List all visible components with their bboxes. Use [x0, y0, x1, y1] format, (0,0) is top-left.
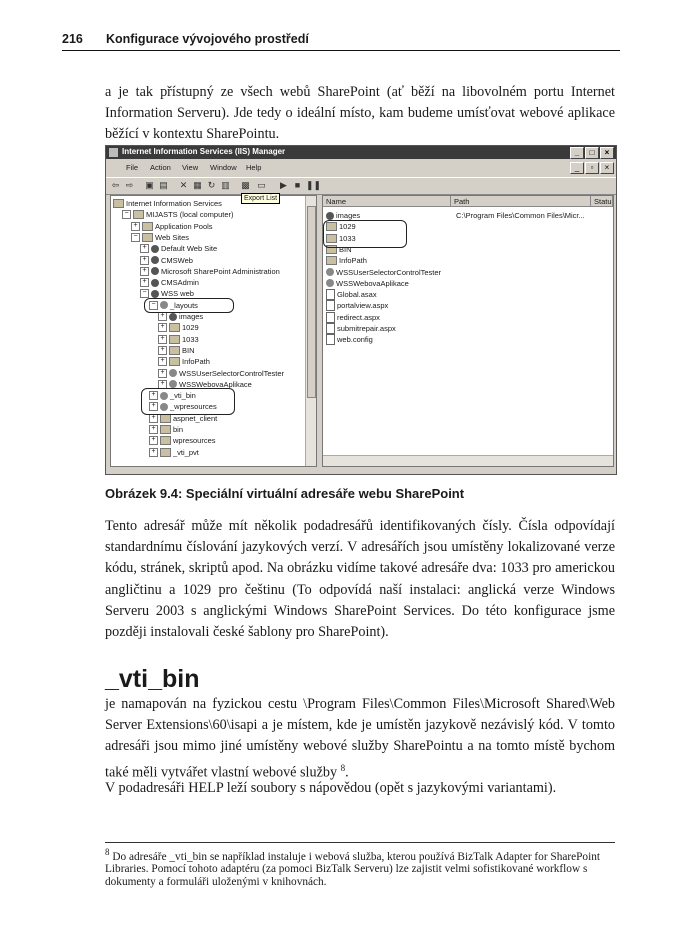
footnote-separator — [105, 842, 615, 843]
computer-icon[interactable]: ▭ — [257, 180, 266, 190]
tree-node[interactable] — [113, 198, 222, 209]
list-pane[interactable] — [322, 195, 614, 467]
highlight-vti-wpresources — [141, 388, 235, 415]
expand-toggle-icon[interactable]: + — [158, 380, 167, 389]
list-item-name: InfoPath — [339, 256, 367, 266]
server-icon — [113, 199, 124, 208]
expand-toggle-icon[interactable]: + — [158, 346, 167, 355]
tree-node-label: bin — [173, 425, 184, 434]
tree-node-label: Internet Information Services — [126, 199, 222, 208]
tree-node-label: aspnet_client — [173, 413, 218, 423]
gear-icon — [326, 279, 334, 287]
expand-toggle-icon[interactable]: − — [131, 233, 140, 242]
footnote-ref[interactable]: 8 — [340, 762, 346, 773]
tree-node[interactable] — [140, 243, 217, 254]
menu-window[interactable]: Window — [210, 163, 237, 172]
list-item-name: BIN — [339, 244, 352, 254]
menu-view[interactable]: View — [182, 163, 199, 172]
list-item-name: WSSUserSelectorControlTester — [336, 267, 442, 277]
expand-toggle-icon[interactable]: + — [149, 448, 158, 457]
list-item-name: 1029 — [339, 222, 356, 232]
section-heading: _vti_bin — [105, 665, 200, 693]
chapter-title: Konfigurace vývojového prostředí — [106, 32, 309, 46]
folder-icon — [160, 425, 171, 434]
forward-icon[interactable]: ⇨ — [125, 180, 134, 190]
mdi-controls — [570, 162, 614, 174]
window-title: Internet Information Services (IIS) Manager — [122, 147, 286, 156]
list-item-name: portalview.aspx — [337, 301, 389, 311]
properties-icon[interactable]: ▦ — [193, 180, 202, 190]
window-controls — [570, 147, 614, 159]
column-name[interactable]: Name — [323, 196, 451, 207]
tree-node-label: _layouts — [170, 300, 198, 310]
list-item[interactable] — [326, 300, 455, 311]
list-item-name: Global.asax — [337, 290, 377, 300]
tree-node[interactable] — [149, 447, 199, 458]
folder-icon — [326, 256, 337, 265]
tree-node-label: wpresources — [173, 436, 216, 446]
intro-paragraph: a je tak přístupný ze všech webů SharePoint (ať běží na libovolném portu Internet Information Serveru). Jde tedy o ideální místo, kam budeme umísťovat webové aplikace běžící v kontextu SharePointu. — [105, 84, 615, 143]
list-item-name: images — [336, 211, 361, 220]
tree-node[interactable] — [140, 266, 280, 277]
tree-node[interactable] — [158, 368, 284, 379]
highlight-language-folders — [323, 220, 407, 248]
folder-icon — [160, 436, 171, 445]
gear-icon — [326, 268, 334, 276]
tree-node[interactable] — [149, 424, 183, 435]
column-status[interactable]: Statu — [591, 196, 613, 207]
expand-toggle-icon[interactable]: − — [140, 289, 149, 298]
tree-pane[interactable] — [110, 195, 317, 467]
tree-node-label: WSSWebovaAplikace — [179, 379, 252, 389]
globe-icon — [151, 256, 159, 264]
tree-node-label: 1033 — [182, 334, 199, 344]
tree-node-label: Web Sites — [155, 232, 190, 242]
tree-node-label: CMSAdmin — [161, 278, 199, 288]
tree-node-label: Microsoft SharePoint Administration — [161, 266, 280, 276]
iis-app-icon — [109, 148, 118, 157]
list-item[interactable] — [326, 267, 454, 278]
tree-node-label: WSS web — [161, 289, 194, 299]
menu-action[interactable]: Action — [150, 163, 171, 172]
tree-node-label: Default Web Site — [161, 244, 218, 254]
list-item-path: C:\Program Files\Common Files\Micr... — [456, 211, 585, 220]
tree-node-label: MIJASTS (local computer) — [146, 210, 234, 220]
expand-toggle-icon[interactable]: + — [140, 244, 149, 253]
globe-icon — [151, 279, 159, 287]
figure-caption: Obrázek 9.4: Speciální virtuální adresáře webu SharePoint — [105, 486, 465, 501]
mdi-restore-icon[interactable]: ▫ — [585, 162, 599, 174]
list-item[interactable] — [326, 289, 455, 300]
running-header — [62, 26, 620, 51]
menu-file[interactable]: File — [126, 163, 139, 172]
tree-scroll-thumb[interactable] — [307, 206, 316, 398]
expand-toggle-icon[interactable]: + — [149, 425, 158, 434]
tree-node[interactable] — [140, 255, 193, 266]
tree-node[interactable] — [131, 232, 189, 243]
delete-icon[interactable]: ✕ — [179, 180, 188, 190]
tree-node[interactable] — [149, 435, 216, 446]
tree-node-label: Application Pools — [155, 221, 213, 231]
minimize-icon[interactable]: _ — [570, 147, 584, 159]
expand-toggle-icon[interactable]: + — [140, 267, 149, 276]
folder-icon — [169, 346, 180, 355]
footnote-number: 8 — [105, 847, 110, 857]
expand-toggle-icon[interactable]: + — [140, 278, 149, 287]
tree-node-label: WSSUserSelectorControlTester — [179, 368, 285, 378]
show-tree-icon[interactable]: ▤ — [159, 180, 168, 190]
up-icon[interactable]: ▣ — [145, 180, 154, 190]
expand-toggle-icon[interactable]: + — [149, 391, 158, 400]
expand-toggle-icon[interactable]: + — [149, 402, 158, 411]
toolbar — [106, 177, 616, 195]
globe-icon — [326, 212, 334, 220]
menu-help[interactable]: Help — [246, 163, 262, 172]
paragraph-vti-bin-end: . — [345, 764, 349, 781]
stop-icon[interactable]: ■ — [294, 180, 301, 190]
pause-icon[interactable]: ❚❚ — [306, 180, 322, 190]
footnote-text: Do adresáře _vti_bin se například instaluje i webová služba, kterou používá BizTalk Adapter for SharePoint Libraries. Pomocí tohoto adaptéru (za pomoci BizTalk Serveru) lze zajistit velmi sofistikované workflow s dokumenty a formuláři uloženými v knihovnách. — [105, 850, 600, 888]
globe-icon — [151, 245, 159, 253]
column-path[interactable]: Path — [451, 196, 591, 207]
export-list-icon[interactable]: ▥ — [221, 180, 230, 190]
tree-node-label: _vti_bin — [170, 391, 196, 401]
paragraph-vti-bin — [105, 694, 615, 784]
list-hscrollbar[interactable] — [323, 455, 613, 466]
folder-icon — [169, 357, 180, 366]
tree-node[interactable] — [158, 322, 199, 333]
tree-node-label: 1029 — [182, 323, 199, 333]
folder-icon — [142, 233, 153, 242]
list-item[interactable] — [326, 334, 455, 345]
expand-toggle-icon[interactable]: + — [158, 335, 167, 344]
list-item-name: WSSWebovaAplikace — [336, 278, 409, 288]
paragraph-vti-bin-text: je namapován na fyzickou cestu \Program Files\Common Files\Microsoft Shared\Web Server Extensions\60\isapi a je místem, kde je umístěn jazykově nezávislý kód. V tomto adresáři jsou mimo jiné umístěny webové služby SharePointu a na tomto místě bychom také měli vytvářet vlastní webové služby — [105, 696, 615, 781]
tree-scrollbar[interactable] — [305, 196, 316, 466]
paragraph-help: V podadresáři HELP leží soubory s nápovědou (opět s jazykovými variantami). — [105, 780, 557, 796]
globe-icon — [169, 313, 177, 321]
expand-toggle-icon[interactable]: + — [149, 414, 158, 423]
iis-manager-screenshot — [105, 145, 617, 475]
tree-node[interactable] — [158, 356, 210, 367]
expand-toggle-icon[interactable]: + — [149, 436, 158, 445]
window-titlebar — [106, 146, 616, 159]
expand-toggle-icon[interactable]: + — [158, 357, 167, 366]
expand-toggle-icon[interactable]: + — [140, 256, 149, 265]
list-item-name: 1033 — [339, 233, 356, 243]
refresh-icon[interactable]: ↻ — [207, 180, 216, 190]
expand-toggle-icon[interactable]: + — [158, 312, 167, 321]
tree-node[interactable] — [131, 221, 213, 232]
page-icon — [326, 334, 335, 345]
back-icon[interactable]: ⇦ — [111, 180, 120, 190]
expand-toggle-icon[interactable]: − — [149, 301, 158, 310]
maximize-icon[interactable]: □ — [585, 147, 599, 159]
list-item[interactable] — [326, 255, 457, 266]
paragraph-language-folders: Tento adresář může mít několik podadresářů identifikovaných čísly. Čísla odpovídají standardnímu číslování jazykových verzí. V adresářích jsou umístěny lokalizované verze kódu, stránek, skriptů apod. Na obrázku vidíme takové adresáře dva: 1033 pro americkou angličtinu a 1029 pro češtinu (To odpovídá naší instalaci: anglická verze Windows Serveru 2003 s anglickými Windows SharePoint Services. Do této konfigurace jsme později instalovali české šablony pro SharePoint). — [105, 518, 615, 641]
tree-node-label: InfoPath — [182, 357, 210, 367]
list-item[interactable] — [326, 323, 455, 334]
tree-node[interactable] — [158, 334, 199, 345]
menu-bar — [106, 161, 616, 175]
help-icon[interactable]: ▩ — [241, 180, 250, 190]
mdi-minimize-icon[interactable]: _ — [570, 162, 584, 174]
folder-icon — [169, 323, 180, 332]
folder-icon — [160, 414, 171, 423]
list-item-name: web.config — [337, 335, 373, 345]
tree-node-label: images — [179, 312, 204, 321]
tree-node-label: _wpresources — [170, 402, 217, 412]
list-item[interactable] — [326, 312, 455, 323]
tree-node[interactable] — [122, 209, 234, 220]
tree-node-label: CMSWeb — [161, 255, 193, 265]
folder-icon — [142, 222, 153, 231]
export-list-tooltip: Export List — [241, 193, 280, 204]
gear-icon — [169, 369, 177, 377]
page-icon — [326, 312, 335, 323]
expand-toggle-icon[interactable]: + — [158, 323, 167, 332]
mdi-close-icon[interactable]: × — [600, 162, 614, 174]
expand-toggle-icon[interactable]: + — [131, 222, 140, 231]
tree-node-label: _vti_pvt — [173, 447, 199, 457]
tree-node-label: BIN — [182, 345, 195, 355]
folder-icon — [169, 335, 180, 344]
highlight-layouts — [144, 298, 234, 313]
list-item-name: redirect.aspx — [337, 312, 380, 322]
tree-node[interactable] — [140, 277, 199, 288]
globe-icon — [151, 290, 159, 298]
expand-toggle-icon[interactable]: − — [122, 210, 131, 219]
page-icon — [326, 289, 335, 300]
footnote — [105, 846, 615, 888]
page-number: 216 — [62, 32, 83, 46]
page-icon — [326, 300, 335, 311]
list-item-name: submitrepair.aspx — [337, 324, 396, 333]
tree-node[interactable] — [158, 345, 195, 356]
list-item[interactable] — [326, 278, 454, 289]
play-icon[interactable]: ▶ — [280, 180, 287, 190]
close-icon[interactable]: × — [600, 147, 614, 159]
page-icon — [326, 323, 335, 334]
expand-toggle-icon[interactable]: + — [158, 369, 167, 378]
globe-icon — [151, 267, 159, 275]
folder-icon — [160, 448, 171, 457]
computer-icon — [133, 210, 144, 219]
